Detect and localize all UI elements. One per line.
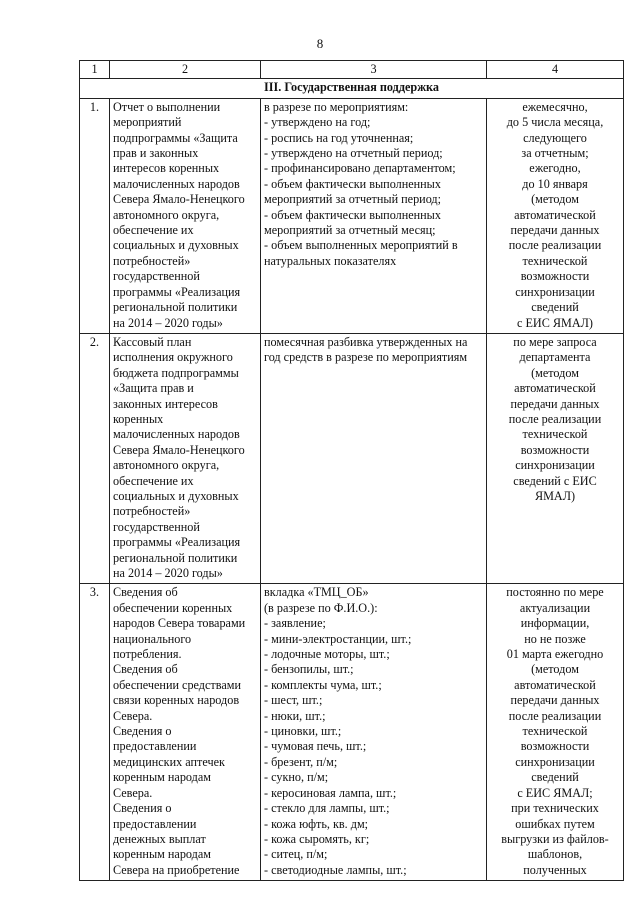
text-line: синхронизации [515, 458, 595, 473]
text-line: предоставлении [113, 739, 197, 754]
text-line: помесячная разбивка утвержденных на [264, 334, 468, 349]
text-line: программы «Реализация [113, 284, 241, 299]
table-row [80, 333, 624, 584]
text-line: технической [522, 724, 588, 739]
text-line: синхронизации [515, 284, 595, 299]
text-line: (в разрезе по Ф.И.О.): [264, 600, 378, 615]
text-line: возможности [520, 739, 590, 754]
text-line: обеспечении средствами [113, 677, 241, 692]
text-line: Сведения об [113, 585, 178, 600]
text-line: информации, [520, 616, 590, 631]
text-line: Севера. [113, 785, 153, 800]
text-line: следующего [523, 130, 587, 145]
document-name-cell [110, 98, 261, 333]
header-cell-1: 1 [80, 61, 110, 79]
text-line: медицинских аптечек [113, 754, 225, 769]
text-line: подпрограммы «Защита [113, 130, 238, 145]
content-cell [261, 584, 487, 881]
text-line: потребностей» [113, 504, 191, 519]
text-line: с ЕИС ЯМАЛ) [517, 315, 593, 330]
text-line: синхронизации [515, 754, 595, 769]
text-line: автоматической [514, 677, 596, 692]
text-line: - светодиодные лампы, шт.; [264, 862, 407, 877]
text-line: с ЕИС ЯМАЛ; [517, 785, 593, 800]
text-line: постоянно по мере [506, 585, 604, 600]
text-line: потребностей» [113, 253, 191, 268]
text-line: денежных выплат [113, 831, 206, 846]
row-number: 2. [80, 333, 110, 584]
text-line: - шест, шт.; [264, 693, 323, 708]
text-line: - утверждено на отчетный период; [264, 146, 443, 161]
text-line: шаблонов, [527, 847, 583, 862]
text-line: автоматической [514, 207, 596, 222]
content-cell [261, 333, 487, 584]
text-line: «Защита прав и [113, 381, 194, 396]
text-line: малочисленных народов [113, 176, 240, 191]
text-line: ЯМАЛ) [534, 488, 576, 503]
text-line: до 10 января [522, 176, 588, 191]
text-line: - сукно, п/м; [264, 770, 329, 785]
text-line: в разрезе по мероприятиям: [264, 99, 409, 114]
content-cell [261, 98, 487, 333]
text-line: социальных и духовных [113, 238, 239, 253]
text-line: при технических [511, 801, 599, 816]
text-line: ежегодно, [529, 161, 581, 176]
text-line: - керосиновая лампа, шт.; [264, 785, 397, 800]
text-line: малочисленных народов [113, 427, 240, 442]
text-line: натуральных показателях [264, 253, 397, 268]
text-line: обеспечение их [113, 223, 194, 238]
text-line: Севера. [113, 708, 153, 723]
text-line: год средств в разрезе по мероприятиям [264, 350, 468, 365]
text-line: национального [113, 631, 192, 646]
text-line: передачи данных [510, 396, 600, 411]
text-line: департамента [519, 350, 591, 365]
text-line: по мере запроса [513, 334, 597, 349]
text-line: передачи данных [510, 223, 600, 238]
header-cell-4: 4 [487, 61, 624, 79]
text-line: Сведения об [113, 662, 178, 677]
table-row [80, 98, 624, 333]
text-line: после реализации [508, 238, 602, 253]
text-line: - кожа юфть, кв. дм; [264, 816, 369, 831]
row-number: 1. [80, 98, 110, 333]
text-line: интересов коренных [113, 161, 220, 176]
text-line: технической [522, 427, 588, 442]
text-line: сведений с ЕИС [513, 473, 597, 488]
text-line: ошибках путем [515, 816, 595, 831]
text-line: Сведения о [113, 801, 172, 816]
text-line: - объем фактически выполненных [264, 176, 441, 191]
text-line: - роспись на год уточненная; [264, 130, 414, 145]
row-number: 3. [80, 584, 110, 881]
text-line: - ситец, п/м; [264, 847, 328, 862]
text-line: автоматической [514, 381, 596, 396]
text-line: - утверждено на год; [264, 115, 371, 130]
text-line: Севера Ямало-Ненецкого [113, 192, 245, 207]
text-line: автономного округа, [113, 458, 220, 473]
text-line: мероприятий [113, 115, 182, 130]
text-line: на 2014 – 2020 годы» [113, 566, 223, 580]
text-line: - кожа сыромять, кг; [264, 831, 370, 846]
text-line: законных интересов [113, 396, 218, 411]
text-line: после реализации [508, 411, 602, 426]
text-line: региональной политики [113, 300, 238, 315]
text-line: региональной политики [113, 550, 238, 565]
text-line: государственной [113, 269, 200, 284]
document-name-cell [110, 584, 261, 881]
text-line: после реализации [508, 708, 602, 723]
text-line: потребления. [113, 647, 182, 662]
text-line: - профинансировано департаментом; [264, 161, 456, 176]
schedule-cell [487, 333, 624, 584]
text-line: Севера на приобретение [113, 862, 240, 877]
text-line: возможности [520, 442, 590, 457]
support-table [79, 60, 624, 881]
text-line: на 2014 – 2020 годы» [113, 315, 223, 330]
header-cell-3: 3 [261, 61, 487, 79]
header-row [80, 61, 624, 79]
text-line: - объем выполненных мероприятий в [264, 238, 458, 253]
text-line: коренных [113, 411, 164, 426]
text-line: Отчет о выполнении [113, 99, 221, 114]
text-line: (методом [531, 365, 579, 380]
text-line: бюджета подпрограммы [113, 365, 239, 380]
text-line: обеспечение их [113, 473, 194, 488]
text-line: мероприятий за отчетный период; [264, 192, 442, 207]
text-line: - комплекты чума, шт.; [264, 677, 382, 692]
text-line: связи коренных народов [113, 693, 240, 708]
text-line: - мини-электростанции, шт.; [264, 631, 412, 646]
text-line: полученных [523, 862, 587, 877]
schedule-cell [487, 584, 624, 881]
text-line: коренным народам [113, 847, 211, 862]
text-line: прав и законных [113, 146, 199, 161]
text-line: актуализации [519, 600, 591, 615]
text-line: выгрузки из файлов- [501, 831, 609, 846]
schedule-cell [487, 98, 624, 333]
text-line: исполнения окружного [113, 350, 233, 365]
text-line: технической [522, 253, 588, 268]
text-line: - заявление; [264, 616, 326, 631]
document-name-cell [110, 333, 261, 584]
text-line: (методом [531, 662, 579, 677]
text-line: обеспечении коренных [113, 600, 233, 615]
text-line: возможности [520, 269, 590, 284]
text-line: мероприятий за отчетный месяц; [264, 223, 436, 238]
text-line: автономного округа, [113, 207, 220, 222]
text-line: сведений [531, 300, 579, 315]
text-line: - бензопилы, шт.; [264, 662, 354, 677]
text-line: передачи данных [510, 693, 600, 708]
text-line: за отчетным; [521, 146, 589, 161]
text-line: вкладка «ТМЦ_ОБ» [264, 585, 369, 600]
text-line: государственной [113, 519, 200, 534]
text-line: (методом [531, 192, 579, 207]
text-line: 01 марта ежегодно [506, 647, 604, 662]
text-line: Сведения о [113, 724, 172, 739]
text-line: - циновки, шт.; [264, 724, 342, 739]
section-row [80, 79, 624, 98]
text-line: социальных и духовных [113, 488, 239, 503]
text-line: - лодочные моторы, шт.; [264, 647, 390, 662]
text-line: народов Севера товарами [113, 616, 246, 631]
text-line: - нюки, шт.; [264, 708, 326, 723]
table-row [80, 584, 624, 881]
text-line: программы «Реализация [113, 535, 241, 550]
section-title: III. Государственная поддержка [80, 79, 624, 98]
text-line: но не позже [524, 631, 586, 646]
text-line: Севера Ямало-Ненецкого [113, 442, 245, 457]
text-line: ежемесячно, [522, 99, 588, 114]
text-line: сведений [531, 770, 579, 785]
text-line: Кассовый план [113, 334, 192, 349]
text-line: - брезент, п/м; [264, 754, 338, 769]
text-line: до 5 числа месяца, [506, 115, 604, 130]
text-line: предоставлении [113, 816, 197, 831]
text-line: - чумовая печь, шт.; [264, 739, 367, 754]
page-number: 8 [316, 36, 324, 51]
text-line: - стекло для лампы, шт.; [264, 801, 390, 816]
text-line: - объем фактически выполненных [264, 207, 441, 222]
header-cell-2: 2 [110, 61, 261, 79]
text-line: коренным народам [113, 770, 211, 785]
